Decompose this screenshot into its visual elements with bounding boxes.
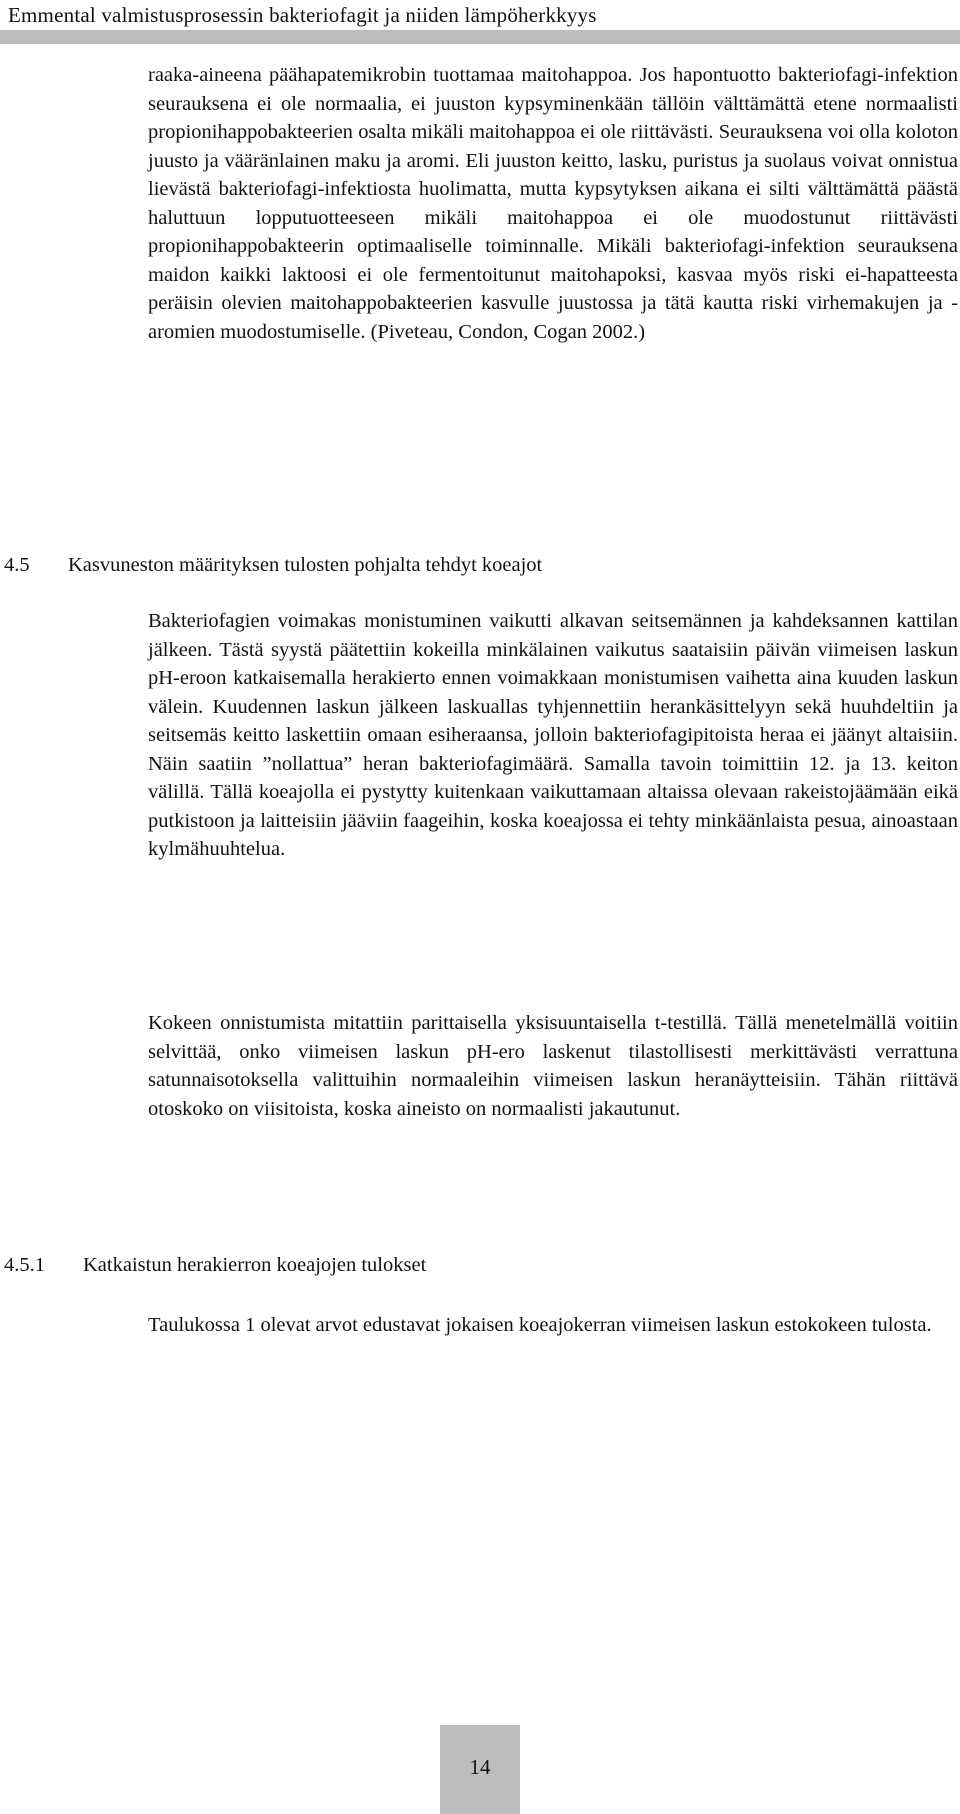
paragraph-table-intro: Taulukossa 1 olevat arvot edustavat jokaisen koeajokerran viimeisen laskun estokokeen tulosta. (148, 1314, 932, 1336)
paragraph-t-test: Kokeen onnistumista mitattiin parittaisella yksisuuntaisella t-testillä. Tällä menetelmällä voitiin selvittää, onko viimeisen laskun pH-ero laskenut tilastollisesti merkittävästi verrattuna satunnaisotoksella valittuihin normaaleihin viimeisen laskun heranäytteisiin. Tähän riittävä otoskoko on viisitoista, koska aineisto on normaalisti jakautunut. (148, 1012, 958, 1120)
paragraph-bacteriophage-effects: raaka-aineena päähapatemikrobin tuottamaa maitohappoa. Jos hapontuotto bakteriofagi-infektion seurauksena ei ole normaalia, ei juuston kypsyminenkään tällöin välttämättä etene normaalisti propionihappobakteerien osalta mikäli maitohappoa ei ole riittävästi. Seurauksena voi olla koloton juusto ja vääränlainen maku ja aromi. Eli juuston keitto, lasku, puristus ja suolaus voivat onnistua lievästä bakteriofagi-infektiosta huolimatta, mutta kypsytyksen aikana ei silti välttämättä päästä haluttuun lopputuotteeseen mikäli maitohappoa ei ole muodostunut riittävästi propionihappobakteerin optimaaliselle toiminnalle. Mikäli bakteriofagi-infektion seurauksena maidon kaikki laktoosi ei ole fermentoitunut maitohapoksi, kasvaa myös riski ei-hapatteesta peräisin olevien maitohappobakteerien kasvulle juustossa ja tätä kautta riski virhemakujen ja -aromien muodostumiselle. (Piveteau, Condon, Cogan 2002.) (148, 64, 958, 343)
page-number: 14 (469, 1755, 491, 1779)
section-number: 4.5 (4, 554, 30, 576)
subsection-number: 4.5.1 (4, 1254, 45, 1276)
subsection-title: Katkaistun herakierron koeajojen tulokset (83, 1254, 427, 1276)
section-title: Kasvuneston määrityksen tulosten pohjalta tehdyt koeajot (68, 554, 543, 576)
document-title: Emmental valmistusprosessin bakteriofagit ja niiden lämpöherkkyys (8, 3, 597, 27)
section-heading-4-5-1 (0, 1251, 960, 1279)
header-rule (0, 30, 960, 44)
paragraph-trial-description: Bakteriofagien voimakas monistuminen vaikutti alkavan seitsemännen ja kahdeksannen kattilan jälkeen. Tästä syystä päätettiin kokeilla minkälainen vaikutus saataisiin päivän viimeisen laskun pH-eroon katkaisemalla herakierto ennen voimakkaan monistumisen vaihetta aina kuuden laskun välein. Kuudennen laskun jälkeen laskuallas tyhjennettiin herankäsittelyyn sekä huuhdeltiin ja seitsemäs keitto laskettiin omaan esiheraansa, jolloin bakteriofagipitoista heraa ei jäänyt altaisiin. Näin saatiin ”nollattua” heran bakteriofagimäärä. Samalla tavoin toimittiin 12. ja 13. keiton välillä. Tällä koeajolla ei pystytty kuitenkaan vaikuttamaan altaissa olevaan rakeistojäämään eikä putkistoon ja laitteisiin jääviin faageihin, koska koeajossa ei tehty minkäänlaista pesua, ainoastaan kylmähuuhtelua. (148, 610, 958, 860)
page-footer (440, 1725, 520, 1814)
section-heading-4-5 (0, 551, 960, 579)
